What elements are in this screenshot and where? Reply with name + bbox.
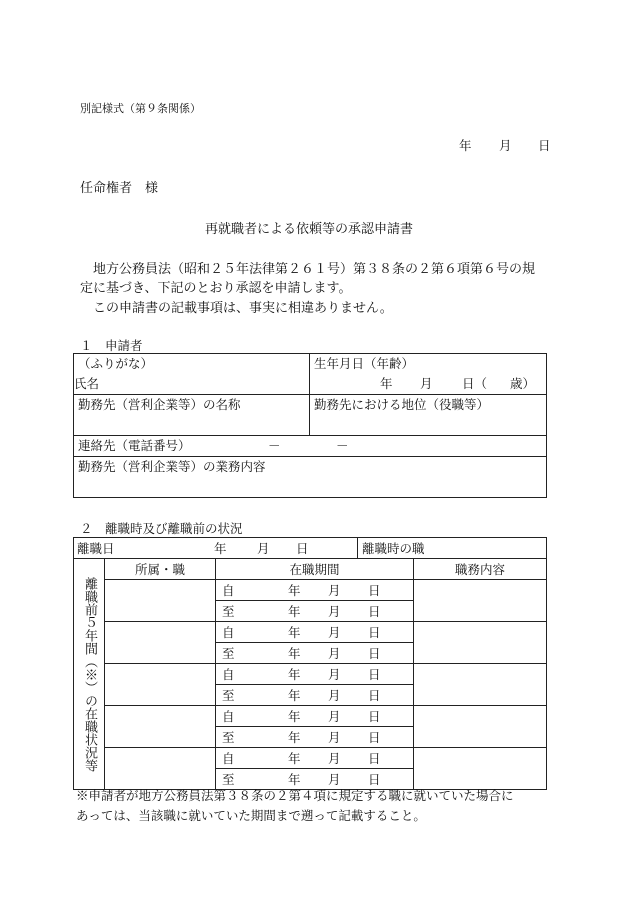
month-label: 月: [328, 771, 341, 787]
from-label: 自: [222, 624, 235, 640]
period-to[interactable]: [216, 685, 414, 706]
month-label: 月: [328, 729, 341, 745]
form-label: 別記様式（第９条関係）: [80, 102, 201, 115]
retire-post-label: 離職時の職: [362, 540, 425, 556]
duties-cell[interactable]: [414, 622, 547, 664]
note-line-1: ※申請者が地方公務員法第３８条の２第４項に規定する職に就いていた場合に: [76, 788, 514, 803]
birthdate-cell[interactable]: [310, 354, 547, 395]
retire-day: 日: [296, 540, 309, 556]
retire-post-cell[interactable]: [358, 538, 547, 559]
from-label: 自: [222, 708, 235, 724]
retire-date-label: 離職日: [77, 540, 115, 556]
birth-year-label: 年: [380, 376, 393, 391]
dept-cell[interactable]: [105, 748, 216, 790]
side-label-cell: [74, 559, 105, 790]
to-label: 至: [222, 687, 235, 703]
period-from[interactable]: [216, 706, 414, 727]
day-label: 日: [368, 729, 381, 745]
contact-label: 連絡先（電話番号）: [78, 438, 191, 453]
dept-cell[interactable]: [105, 664, 216, 706]
col-dept-header: 所属・職: [105, 559, 216, 580]
period-from[interactable]: [216, 748, 414, 769]
year-label: 年: [288, 624, 301, 640]
month-label: 月: [328, 750, 341, 766]
employer-name-label: 勤務先（営利企業等）の名称: [78, 397, 241, 412]
month-label: 月: [328, 645, 341, 661]
year-label: 年: [288, 729, 301, 745]
section2-heading: ２ 離職時及び離職前の状況: [80, 521, 243, 536]
date-month: 月: [499, 138, 512, 153]
month-label: 月: [328, 708, 341, 724]
position-label: 勤務先における地位（役職等）: [314, 397, 490, 412]
phone-dash-1: －: [268, 438, 281, 453]
body-line-2: 定に基づき、下記のとおり承認を申請します。: [80, 281, 352, 296]
period-from[interactable]: [216, 580, 414, 601]
day-label: 日: [368, 708, 381, 724]
birth-month-label: 月: [420, 376, 433, 391]
phone-dash-2: －: [336, 438, 349, 453]
name-cell[interactable]: [74, 354, 310, 395]
duties-cell[interactable]: [414, 580, 547, 622]
from-label: 自: [222, 582, 235, 598]
contact-cell[interactable]: [74, 436, 547, 457]
day-label: 日: [368, 645, 381, 661]
dept-cell[interactable]: [105, 622, 216, 664]
employer-name-cell[interactable]: [74, 395, 310, 436]
year-label: 年: [288, 708, 301, 724]
doc-title: 再就職者による依頼等の承認申請書: [205, 222, 414, 237]
name-label: 氏名: [74, 376, 100, 391]
birthdate-label: 生年月日（年齢）: [314, 356, 415, 371]
retire-date-cell[interactable]: [74, 538, 358, 559]
year-label: 年: [288, 750, 301, 766]
from-label: 自: [222, 666, 235, 682]
year-label: 年: [288, 771, 301, 787]
year-label: 年: [288, 687, 301, 703]
birth-age-label: 歳）: [510, 376, 536, 391]
month-label: 月: [328, 624, 341, 640]
to-label: 至: [222, 771, 235, 787]
year-label: 年: [288, 645, 301, 661]
dept-cell[interactable]: [105, 706, 216, 748]
position-cell[interactable]: [310, 395, 547, 436]
business-cell[interactable]: [74, 457, 547, 498]
retire-year: 年: [214, 540, 227, 556]
duties-cell[interactable]: [414, 664, 547, 706]
applicant-table: [73, 353, 547, 498]
year-label: 年: [288, 603, 301, 619]
to-label: 至: [222, 603, 235, 619]
month-label: 月: [328, 582, 341, 598]
period-to[interactable]: [216, 601, 414, 622]
day-label: 日: [368, 582, 381, 598]
col-duties-header: 職務内容: [414, 559, 547, 580]
section1-heading: １ 申請者: [80, 338, 143, 353]
year-label: 年: [288, 666, 301, 682]
body-line-3: この申請書の記載事項は、事実に相違ありません。: [93, 301, 393, 316]
col-period-header: 在職期間: [216, 559, 414, 580]
day-label: 日: [368, 750, 381, 766]
addressee: 任命権者 様: [80, 181, 159, 196]
day-label: 日: [368, 771, 381, 787]
date-year: 年: [459, 138, 472, 153]
month-label: 月: [328, 666, 341, 682]
birth-day-label: 日（: [462, 376, 488, 391]
duties-cell[interactable]: [414, 748, 547, 790]
period-from[interactable]: [216, 622, 414, 643]
history-table: [73, 537, 547, 790]
from-label: 自: [222, 750, 235, 766]
day-label: 日: [368, 624, 381, 640]
day-label: 日: [368, 687, 381, 703]
period-to[interactable]: [216, 727, 414, 748]
dept-cell[interactable]: [105, 580, 216, 622]
furigana-label: （ふりがな）: [78, 356, 154, 371]
business-label: 勤務先（営利企業等）の業務内容: [78, 459, 266, 474]
duties-cell[interactable]: [414, 706, 547, 748]
month-label: 月: [328, 603, 341, 619]
side-label: 離職前５年間（※）の在職状況等: [82, 576, 97, 772]
body-line-1: 地方公務員法（昭和２５年法律第２６１号）第３８条の２第６項第６号の規: [93, 262, 536, 277]
to-label: 至: [222, 645, 235, 661]
year-label: 年: [288, 582, 301, 598]
period-to[interactable]: [216, 643, 414, 664]
month-label: 月: [328, 687, 341, 703]
retire-month: 月: [257, 540, 270, 556]
note-line-2: あっては、当該職に就いていた期間まで遡って記載すること。: [76, 808, 426, 823]
period-from[interactable]: [216, 664, 414, 685]
to-label: 至: [222, 729, 235, 745]
date-day: 日: [538, 138, 551, 153]
day-label: 日: [368, 603, 381, 619]
day-label: 日: [368, 666, 381, 682]
